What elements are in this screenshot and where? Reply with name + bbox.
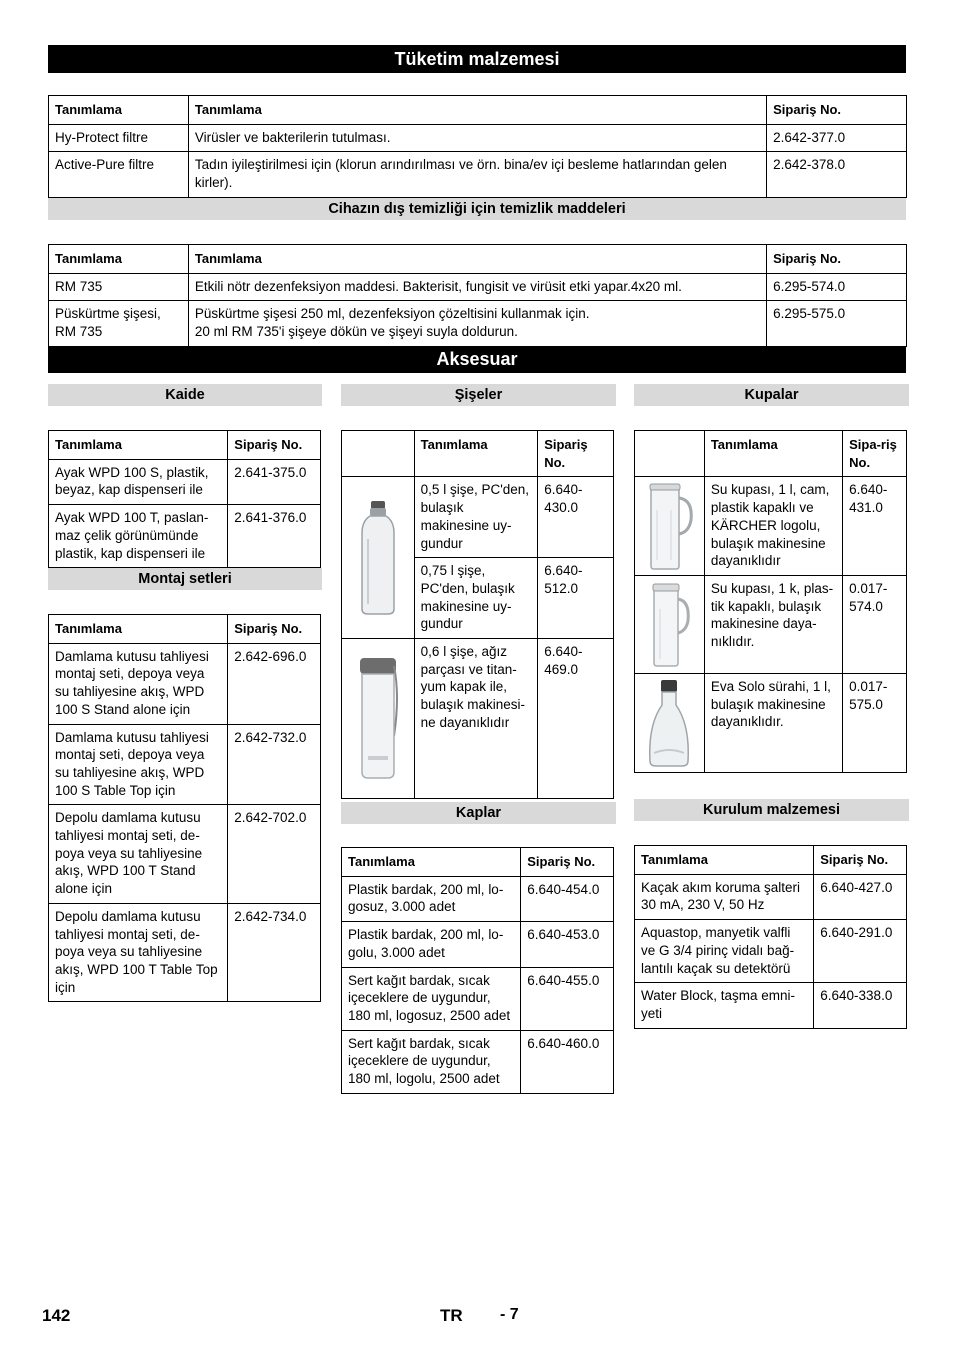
cell-order-no: 2.642-734.0 bbox=[228, 903, 321, 1002]
cell-description: Eva Solo sürahi, 1 l, bulaşık makinesine dayanıklıdır. bbox=[704, 673, 842, 772]
table-row bbox=[49, 505, 321, 568]
section-title-installation: Kurulum malzemesi bbox=[634, 799, 909, 821]
table-row bbox=[49, 301, 907, 346]
cell-order-no: 2.642-377.0 bbox=[767, 124, 907, 152]
section-title-containers: Kaplar bbox=[341, 802, 616, 824]
cell-order-no: 6.640-469.0 bbox=[538, 639, 614, 799]
table-row bbox=[635, 983, 907, 1028]
cell-description: Su kupası, 1 l, cam, plastik kapaklı ve KÄRCHER logolu, bulaşık makinesine dayanıklıdır bbox=[704, 477, 842, 576]
table-row bbox=[49, 643, 321, 724]
cell-order-no: 2.641-376.0 bbox=[228, 505, 321, 568]
column-header: Tanımlama bbox=[188, 96, 766, 125]
cell-order-no: 6.295-575.0 bbox=[767, 301, 907, 346]
kaide-table bbox=[48, 430, 321, 568]
column-header: Tanımlama bbox=[49, 615, 228, 644]
table-row bbox=[49, 724, 321, 805]
cell-description: Tadın iyileştirilmesi için (klorun arındırılması ve örn. bina/ev içi besleme hatlarından gelen kirler). bbox=[188, 152, 766, 197]
table-row bbox=[342, 876, 614, 921]
column-header: Sipa-riş No. bbox=[843, 431, 907, 477]
table-row bbox=[342, 967, 614, 1030]
cell-description: 0,5 l şişe, PC'den, bulaşık makinesine uy-gundur bbox=[414, 477, 538, 558]
cell-order-no: 2.642-696.0 bbox=[228, 643, 321, 724]
cell-description: Water Block, taşma emni-yeti bbox=[635, 983, 814, 1028]
table-row bbox=[342, 1030, 614, 1093]
cell-description: Etkili nötr dezenfeksiyon maddesi. Bakterisit, fungisit ve virüsit etki yapar.4x20 ml. bbox=[188, 273, 766, 301]
cell-description: 0,75 l şişe, PC'den, bulaşık makinesine uy-gundur bbox=[414, 558, 538, 639]
cell-order-no: 6.640-460.0 bbox=[521, 1030, 614, 1093]
column-header: Sipariş No. bbox=[538, 431, 614, 477]
cell-order-no: 6.640-427.0 bbox=[814, 874, 907, 919]
table-row bbox=[49, 903, 321, 1002]
cell-order-no: 2.641-375.0 bbox=[228, 459, 321, 504]
page-number: 142 bbox=[42, 1306, 71, 1325]
table-row bbox=[342, 922, 614, 967]
cell-description: Depolu damlama kutusu tahliyesi montaj seti, de-poya veya su tahliyesine akış, WPD 100 T Table Top için bbox=[49, 903, 228, 1002]
glass-jug-icon bbox=[641, 480, 697, 572]
column-header: Tanımlama bbox=[704, 431, 842, 477]
column-header-image bbox=[635, 431, 705, 477]
cell-order-no: 2.642-378.0 bbox=[767, 152, 907, 197]
column-header: Sipariş No. bbox=[767, 245, 907, 274]
column-header: Sipariş No. bbox=[521, 848, 614, 877]
cell-order-no: 6.640-512.0 bbox=[538, 558, 614, 639]
cell-order-no: 6.640-454.0 bbox=[521, 876, 614, 921]
column-header: Tanımlama bbox=[188, 245, 766, 274]
column-header: Sipariş No. bbox=[228, 431, 321, 460]
cell-description: Plastik bardak, 200 ml, lo-gosuz, 3.000 adet bbox=[342, 876, 521, 921]
cell-order-no: 6.295-574.0 bbox=[767, 273, 907, 301]
cell-order-no: 6.640-455.0 bbox=[521, 967, 614, 1030]
cell-order-no: 0.017-575.0 bbox=[843, 673, 907, 772]
column-header: Tanımlama bbox=[49, 431, 228, 460]
column-header: Sipariş No. bbox=[814, 846, 907, 875]
jug-image-cell bbox=[635, 575, 705, 673]
section-title-jugs: Kupalar bbox=[634, 384, 909, 406]
cell-description: Kaçak akım koruma şalteri 30 mA, 230 V, 50 Hz bbox=[635, 874, 814, 919]
cell-description: Sert kağıt bardak, sıcak içeceklere de uygundur, 180 ml, logolu, 2500 adet bbox=[342, 1030, 521, 1093]
column-header: Tanımlama bbox=[49, 96, 189, 125]
table-row bbox=[49, 805, 321, 904]
jug-image-cell bbox=[635, 673, 705, 772]
plastic-jug-icon bbox=[642, 579, 696, 669]
bottle-image-cell bbox=[342, 477, 415, 639]
cell-description: Sert kağıt bardak, sıcak içeceklere de uygundur, 180 ml, logosuz, 2500 adet bbox=[342, 967, 521, 1030]
section-title-kaide: Kaide bbox=[48, 384, 322, 406]
cell-description: 0,6 l şişe, ağız parçası ve titan-yum kapak ile, bulaşık makinesi-ne dayanıklıdır bbox=[414, 639, 538, 799]
montaj-table bbox=[48, 614, 321, 1002]
table-header-row bbox=[342, 848, 614, 877]
carafe-icon bbox=[644, 677, 694, 769]
table-row bbox=[635, 477, 907, 576]
cell-name: RM 735 bbox=[49, 273, 189, 301]
cell-description: Virüsler ve bakterilerin tutulması. bbox=[188, 124, 766, 152]
section-title-accessories: Aksesuar bbox=[48, 346, 906, 373]
cell-order-no: 6.640-453.0 bbox=[521, 922, 614, 967]
table-row bbox=[49, 459, 321, 504]
language-code: TR bbox=[440, 1306, 463, 1325]
column-header: Tanımlama bbox=[49, 245, 189, 274]
cell-name: Püskürtme şişesi, RM 735 bbox=[49, 301, 189, 346]
section-number: - 7 bbox=[500, 1306, 519, 1323]
section-title-cleaning: Cihazın dış temizliği için temizlik maddeleri bbox=[48, 198, 906, 220]
table-header-row bbox=[49, 431, 321, 460]
cell-description: Su kupası, 1 k, plas-tik kapaklı, bulaşık makinesine daya-nıklıdır. bbox=[704, 575, 842, 673]
section-title-montaj: Montaj setleri bbox=[48, 568, 322, 590]
table-row bbox=[49, 273, 907, 301]
cell-order-no: 6.640-431.0 bbox=[843, 477, 907, 576]
cell-description: Plastik bardak, 200 ml, lo-golu, 3.000 adet bbox=[342, 922, 521, 967]
column-header: Tanımlama bbox=[414, 431, 538, 477]
cell-description: Damlama kutusu tahliyesi montaj seti, depoya veya su tahliyesine akış, WPD 100 S Stand alone için bbox=[49, 643, 228, 724]
table-row bbox=[49, 152, 907, 197]
cell-order-no: 6.640-291.0 bbox=[814, 920, 907, 983]
cell-order-no: 6.640-338.0 bbox=[814, 983, 907, 1028]
table-header-row bbox=[635, 431, 907, 477]
jug-image-cell bbox=[635, 477, 705, 576]
water-bottle-icon bbox=[356, 656, 400, 782]
table-header-row bbox=[49, 245, 907, 274]
table-row bbox=[635, 673, 907, 772]
column-header: Tanımlama bbox=[342, 848, 521, 877]
table-row bbox=[635, 575, 907, 673]
table-row bbox=[342, 477, 614, 558]
table-header-row bbox=[49, 96, 907, 125]
cell-description: Aquastop, manyetik valfli ve G 3/4 pirinç vidalı bağ-lantılı kaçak su detektörü bbox=[635, 920, 814, 983]
bottle-icon bbox=[358, 499, 398, 617]
table-header-row bbox=[635, 846, 907, 875]
column-header: Sipariş No. bbox=[767, 96, 907, 125]
cell-order-no: 2.642-732.0 bbox=[228, 724, 321, 805]
consumables-table bbox=[48, 95, 907, 198]
table-row bbox=[342, 639, 614, 799]
column-header: Tanımlama bbox=[635, 846, 814, 875]
jugs-table bbox=[634, 430, 907, 773]
table-row bbox=[49, 124, 907, 152]
table-row bbox=[635, 874, 907, 919]
table-header-row bbox=[49, 615, 321, 644]
bottle-image-cell bbox=[342, 639, 415, 799]
cell-name: Hy-Protect filtre bbox=[49, 124, 189, 152]
cell-description: Püskürtme şişesi 250 ml, dezenfeksiyon çözeltisini kullanmak için. 20 ml RM 735'i şişeye dökün ve şişeyi suyla doldurun. bbox=[188, 301, 766, 346]
section-title-bottles: Şişeler bbox=[341, 384, 616, 406]
bottles-table bbox=[341, 430, 614, 799]
cleaning-table bbox=[48, 244, 907, 347]
cell-name: Active-Pure filtre bbox=[49, 152, 189, 197]
cell-order-no: 6.640-430.0 bbox=[538, 477, 614, 558]
installation-table bbox=[634, 845, 907, 1029]
section-title-consumables: Tüketim malzemesi bbox=[48, 45, 906, 73]
table-row bbox=[635, 920, 907, 983]
column-header: Sipariş No. bbox=[228, 615, 321, 644]
column-header-image bbox=[342, 431, 415, 477]
cell-order-no: 0.017-574.0 bbox=[843, 575, 907, 673]
cell-description: Ayak WPD 100 S, plastik, beyaz, kap dispenseri ile bbox=[49, 459, 228, 504]
cell-description: Ayak WPD 100 T, paslan-maz çelik görünümünde plastik, kap dispenseri ile bbox=[49, 505, 228, 568]
cell-order-no: 2.642-702.0 bbox=[228, 805, 321, 904]
cell-description: Depolu damlama kutusu tahliyesi montaj seti, de-poya veya su tahliyesine akış, WPD 100 T Stand alone için bbox=[49, 805, 228, 904]
table-header-row bbox=[342, 431, 614, 477]
containers-table bbox=[341, 847, 614, 1094]
cell-description: Damlama kutusu tahliyesi montaj seti, depoya veya su tahliyesine akış, WPD 100 S Table Top için bbox=[49, 724, 228, 805]
